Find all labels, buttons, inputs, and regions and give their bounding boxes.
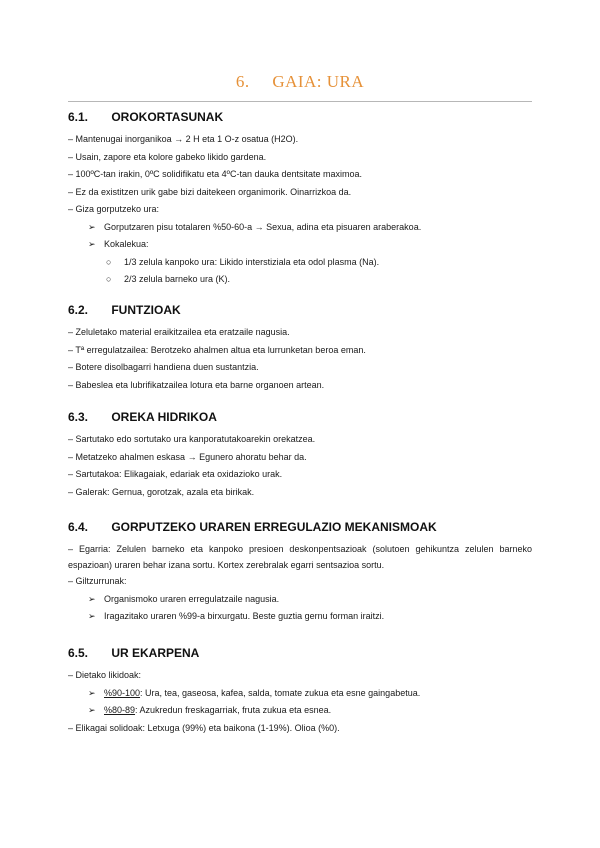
bullet-item <box>68 608 532 626</box>
bullet-text: : Azukredun freskagarriak, fruta zukua eta esnea. <box>135 705 332 715</box>
section-heading <box>68 520 532 534</box>
section-erregulazio-mekanismoak <box>68 520 532 626</box>
bullet-item <box>68 219 532 237</box>
bullet-text: : Ura, tea, gaseosa, kafea, salda, tomate zukua eta esne gaingabetua. <box>140 687 421 698</box>
list-item: – Galerak: Gernua, gorotzak, azala eta birikak. <box>68 486 255 497</box>
section-orokortasunak <box>68 110 532 289</box>
section-title: GORPUTZEKO URAREN ERREGULAZIO MEKANISMOAK <box>111 520 437 534</box>
circle-bullet-icon: ○ <box>106 256 112 267</box>
section-oreka-hidrikoa <box>68 410 532 501</box>
bullet-text: Iragazitako uraren %99-a birxurgatu. Beste guztia gernu forman iraitzi. <box>104 611 385 621</box>
bullet-text: Gorputzaren pisu totalaren %50-60-a → Sexua, adina eta pisuaren araberakoa. <box>104 221 422 232</box>
chapter-number: 6. <box>235 72 250 91</box>
arrow-bullet-icon: ➢ <box>88 705 96 715</box>
arrow-bullet-icon: ➢ <box>88 687 96 698</box>
section-title: UR EKARPENA <box>111 646 200 660</box>
section-title: FUNTZIOAK <box>111 303 181 317</box>
title-divider <box>68 101 532 102</box>
bullet-text: Kokalekua: <box>104 239 149 249</box>
list-item: – Egarria: Zelulen barneko eta kanpoko presioen deskonpentsazioak (solutoen gehikuntza zelulen barneko espazioan) uraren behar izana sortu. Kortex zerebralak egarri sentsazioa sortu. <box>68 544 532 570</box>
section-funtzioak <box>68 303 532 394</box>
list-item: – Elikagai solidoak: Letxuga (99%) eta baikona (1-19%). Olioa (%0). <box>68 722 340 733</box>
list-item: – Sartutako edo sortutako ura kanporatutakoarekin orekatzea. <box>68 434 316 444</box>
section-title: OROKORTASUNAK <box>111 110 224 124</box>
section-ur-ekarpena <box>68 646 532 737</box>
list-item: – Giltzurrunak: <box>68 576 127 586</box>
list-item: – Mantenugai inorganikoa → 2 H eta 1 O-z osatua (H2O). <box>68 134 299 144</box>
list-item: – Zeluletako material eraikitzailea eta eratzaile nagusia. <box>68 327 290 337</box>
list-item: – Giza gorputzeko ura: <box>68 204 160 214</box>
circle-bullet-icon: ○ <box>106 274 112 284</box>
list-item: – Sartutakoa: Elikagaiak, edariak eta oxidazioko urak. <box>68 469 283 479</box>
bullet-text: Organismoko uraren erregulatzaile nagusia. <box>104 593 280 604</box>
list-item: – Tª erregulatzailea: Berotzeko ahalmen altua eta lurrunketan beroa eman. <box>68 344 366 355</box>
bullet-item <box>68 685 532 703</box>
section-number: 6.4. <box>68 520 89 534</box>
percentage-range: %90-100 <box>104 687 141 698</box>
arrow-bullet-icon: ➢ <box>88 221 96 232</box>
section-title: OREKA HIDRIKOA <box>111 410 217 424</box>
list-item: – Dietako likidoak: <box>68 670 142 680</box>
page-title <box>68 72 532 92</box>
list-item: – Botere disolbagarri handiena duen sustantzia. <box>68 362 259 372</box>
arrow-bullet-icon: ➢ <box>88 239 96 249</box>
section-heading <box>68 410 532 424</box>
bullet-item <box>68 591 532 609</box>
bullet-text: 1/3 zelula kanpoko ura: Likido interstiziala eta odol plasma (Na). <box>124 256 380 267</box>
list-item: – Babeslea eta lubrifikatzailea lotura eta barne organoen artean. <box>68 379 325 390</box>
list-item: – Metatzeko ahalmen eskasa → Egunero ahoratu behar da. <box>68 451 307 462</box>
sub-bullet-item <box>68 254 532 272</box>
bullet-item <box>68 702 532 720</box>
section-heading <box>68 646 532 660</box>
section-number: 6.5. <box>68 646 89 660</box>
bullet-item <box>68 236 532 254</box>
bullet-text: 2/3 zelula barneko ura (K). <box>124 274 231 284</box>
arrow-bullet-icon: ➢ <box>88 611 96 621</box>
arrow-bullet-icon: ➢ <box>88 593 96 604</box>
section-heading <box>68 110 532 124</box>
section-number: 6.1. <box>68 110 89 124</box>
chapter-title: GAIA: URA <box>272 72 365 91</box>
section-number: 6.3. <box>68 410 89 424</box>
section-heading <box>68 303 532 317</box>
sub-bullet-item <box>68 271 532 289</box>
percentage-range: %80-89 <box>104 705 136 715</box>
list-item: – Usain, zapore eta kolore gabeko likido gardena. <box>68 151 267 162</box>
section-number: 6.2. <box>68 303 89 317</box>
list-item: – Ez da existitzen urik gabe bizi daitekeen organimorik. Oinarrizkoa da. <box>68 186 352 197</box>
list-item: – 100ºC-tan irakin, 0ºC solidifikatu eta 4ºC-tan dauka dentsitate maximoa. <box>68 169 363 179</box>
